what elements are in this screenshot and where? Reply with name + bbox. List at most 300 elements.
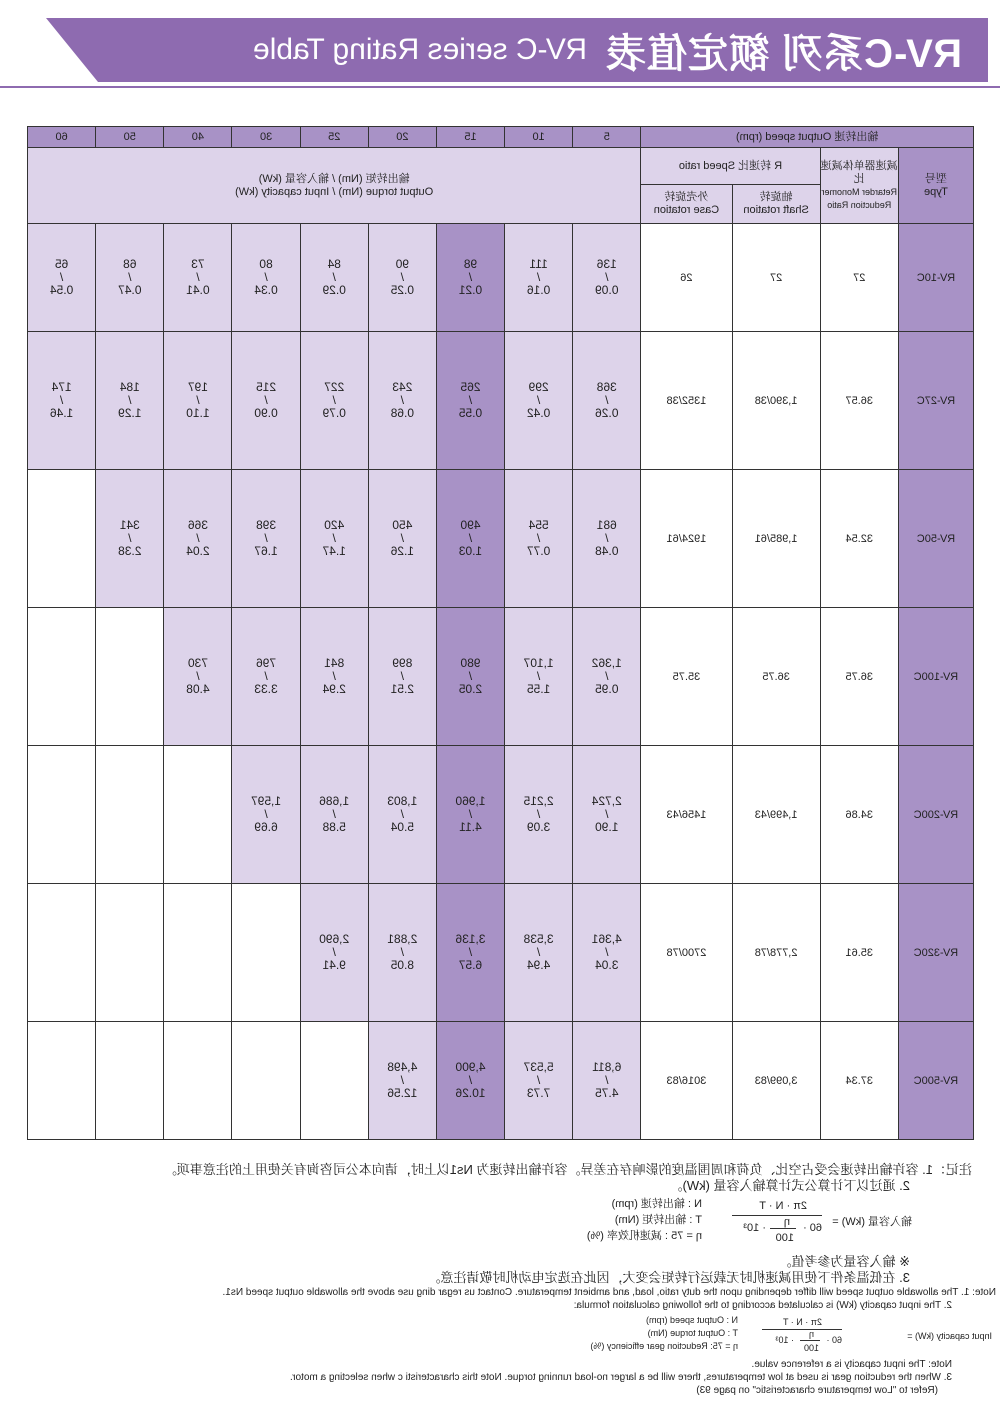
slash-separator: / — [196, 531, 200, 545]
torque-capacity-cell — [368, 1022, 436, 1140]
slash-separator: / — [605, 807, 609, 821]
torque-capacity-cell — [96, 470, 164, 608]
formula-den-part2: 100 — [775, 1232, 794, 1244]
slash-separator: / — [605, 393, 609, 407]
output-torque-value: 136 — [596, 257, 617, 271]
torque-capacity-cell — [505, 470, 573, 608]
formula-t-def: T : 输出转矩 (Nm) — [614, 1214, 702, 1226]
torque-capacity-cell — [232, 470, 300, 608]
torque-capacity-cell — [96, 332, 164, 470]
output-torque-value: 68 — [123, 257, 137, 271]
slash-separator: / — [605, 1073, 609, 1087]
slash-separator: / — [468, 1073, 473, 1087]
torque-capacity-cell — [505, 332, 573, 470]
formula-en-eta-def: η = 75: Reduction gear efficiency (%) — [590, 1341, 738, 1351]
input-capacity-value: 0.54 — [49, 283, 74, 297]
input-capacity-value: 0.25 — [390, 283, 415, 297]
torque-capacity-cell — [232, 608, 300, 746]
speed-cell: 25 — [300, 127, 368, 148]
speed-cell: 30 — [232, 127, 300, 148]
type-cell: RV-500C — [898, 1022, 973, 1140]
torque-capacity-cell — [368, 470, 436, 608]
speed-cell: 20 — [368, 127, 436, 148]
formula-n-def: N : 输出转速 (rpm) — [611, 1198, 702, 1210]
empty-cell — [164, 884, 232, 1022]
input-capacity-value: 0.09 — [595, 283, 619, 297]
empty-cell — [96, 608, 164, 746]
table-row — [28, 1022, 974, 1140]
slash-separator: / — [468, 669, 473, 683]
output-torque-value: 2,724 — [591, 794, 622, 808]
slash-separator: / — [468, 393, 473, 407]
slash-separator: / — [605, 270, 609, 284]
output-torque-value: 796 — [256, 656, 277, 670]
slash-separator: / — [400, 1073, 405, 1087]
output-torque-value: 111 — [529, 257, 548, 271]
speed-cell: 10 — [505, 127, 573, 148]
empty-cell — [28, 746, 96, 884]
input-capacity-value: 2.04 — [186, 544, 210, 558]
torque-capacity-cell — [505, 746, 573, 884]
output-torque-value: 681 — [596, 518, 617, 532]
torque-capacity-cell — [28, 332, 96, 470]
slash-separator: / — [332, 270, 336, 284]
empty-cell — [28, 608, 96, 746]
formula-en-t-def: T : Output torque (Nm) — [647, 1328, 738, 1338]
shaft-ratio-cell: 1,390/38 — [732, 332, 820, 470]
input-capacity-value: 0.48 — [595, 544, 619, 558]
speed-cell: 50 — [96, 127, 164, 148]
output-torque-value: 366 — [187, 518, 208, 532]
output-torque-value: 398 — [256, 518, 277, 532]
torque-capacity-cell — [232, 332, 300, 470]
empty-cell — [232, 884, 300, 1022]
input-capacity-value: 9.41 — [322, 958, 346, 972]
output-torque-value: 420 — [324, 518, 345, 532]
input-capacity-value: 0.77 — [526, 544, 551, 558]
formula-fraction-line — [732, 1215, 822, 1216]
input-capacity-value: 3.04 — [595, 958, 619, 972]
torque-capacity-cell — [232, 746, 300, 884]
input-capacity-value: 1.29 — [118, 406, 142, 420]
slash-separator: / — [400, 270, 405, 284]
input-capacity-value: 8.05 — [390, 958, 415, 972]
torque-capacity-cell — [436, 332, 504, 470]
torque-capacity-cell — [505, 1022, 573, 1140]
slash-separator: / — [536, 807, 541, 821]
type-cell: RV-100C — [898, 608, 973, 746]
output-torque-value: 2,215 — [523, 794, 554, 808]
column-header-row — [28, 148, 974, 185]
speed-cell: 15 — [436, 127, 504, 148]
slash-separator: / — [128, 270, 132, 284]
slash-separator: / — [264, 270, 268, 284]
monomer-ratio-cell: 35.61 — [820, 884, 898, 1022]
shaft-ratio-cell: 1,499/43 — [732, 746, 820, 884]
formula-numerator: 2π · N · T — [759, 1200, 807, 1212]
formula-en-n-def: N : Output speed (rpm) — [645, 1315, 738, 1325]
input-capacity-value: 1.67 — [254, 544, 278, 558]
empty-cell — [28, 884, 96, 1022]
output-torque-value: 1,597 — [251, 794, 282, 808]
torque-capacity-cell — [164, 332, 232, 470]
output-torque-value: 4,900 — [455, 1060, 486, 1074]
output-torque-value: 730 — [187, 656, 208, 670]
input-capacity-value: 3.09 — [526, 820, 551, 834]
formula-en-den-part2: 100 — [803, 1343, 819, 1353]
input-capacity-value: 2.94 — [322, 682, 346, 696]
input-capacity-value: 0.29 — [322, 283, 346, 297]
output-torque-value: 1,362 — [591, 656, 622, 670]
output-torque-value: 1,803 — [387, 794, 418, 808]
input-capacity-value: 0.47 — [118, 283, 142, 297]
input-capacity-value: 4.11 — [459, 820, 482, 834]
output-torque-value: 5,537 — [523, 1060, 554, 1074]
empty-cell — [300, 1022, 368, 1140]
slash-separator: / — [536, 393, 541, 407]
slash-separator: / — [605, 945, 609, 959]
slash-separator: / — [536, 531, 541, 545]
monomer-ratio-cell: 34.86 — [820, 746, 898, 884]
slash-separator: / — [536, 945, 541, 959]
output-torque-value: 2,690 — [319, 932, 350, 946]
slash-separator: / — [536, 669, 541, 683]
shaft-ratio-cell: 3,099/83 — [732, 1022, 820, 1140]
formula-en — [22, 1312, 992, 1358]
output-torque-value: 1,686 — [319, 794, 350, 808]
slash-separator: / — [332, 945, 336, 959]
note-en-4: (Refer to "Low temperature characteristic" on page 93) — [696, 1385, 938, 1396]
slash-separator: / — [400, 669, 405, 683]
shaft-ratio-cell: 1,985/61 — [732, 470, 820, 608]
empty-cell — [96, 884, 164, 1022]
input-capacity-value: 12.56 — [387, 1086, 418, 1100]
formula-en-den-part1: 60 · — [826, 1335, 842, 1345]
output-torque-value: 243 — [392, 380, 413, 394]
input-capacity-value: 1.10 — [186, 406, 210, 420]
input-capacity-value: 0.26 — [595, 406, 619, 420]
torque-capacity-cell — [300, 884, 368, 1022]
slash-separator: / — [468, 807, 473, 821]
slash-separator: / — [196, 270, 200, 284]
slash-separator: / — [400, 807, 405, 821]
input-capacity-value: 3.33 — [254, 682, 278, 696]
note-cn-1: 注记：1. 容许输出转速会受占空比、负荷和周围温度的影响存在差异。容许输出转速为 Ns1以上时，请向本公司咨询有关使用上的注意事项。 — [163, 1162, 972, 1177]
monomer-ratio-cell: 27 — [820, 224, 898, 332]
slash-separator: / — [128, 531, 132, 545]
torque-capacity-cell — [436, 884, 504, 1022]
case-ratio-cell: 26 — [641, 224, 732, 332]
input-capacity-value: 0.79 — [322, 406, 346, 420]
output-torque-value: 1,107 — [523, 656, 554, 670]
input-capacity-value: 2.51 — [390, 682, 415, 696]
torque-capacity-cell — [505, 608, 573, 746]
type-cell: RV-200C — [898, 746, 973, 884]
input-capacity-value: 4.75 — [595, 1086, 619, 1100]
speed-cell: 5 — [573, 127, 641, 148]
formula-lhs: 输入容量 (kW) = — [832, 1216, 912, 1228]
rating-table — [27, 126, 974, 1140]
case-ratio-cell: 3016/83 — [641, 1022, 732, 1140]
input-capacity-value: 1.46 — [49, 406, 74, 420]
output-torque-value: 341 — [119, 518, 140, 532]
torque-capacity-cell — [164, 608, 232, 746]
input-capacity-value: 2.38 — [118, 544, 142, 558]
input-capacity-value: 0.21 — [458, 283, 483, 297]
output-torque-value: 80 — [259, 257, 273, 271]
slash-separator: / — [264, 807, 268, 821]
output-torque-value: 73 — [191, 257, 205, 271]
output-torque-value: 2,881 — [387, 932, 418, 946]
torque-capacity-cell — [573, 608, 641, 746]
output-torque-value: 197 — [187, 380, 208, 394]
torque-capacity-cell — [368, 746, 436, 884]
torque-capacity-cell — [573, 332, 641, 470]
output-torque-value: 899 — [392, 656, 413, 670]
slash-separator: / — [400, 945, 405, 959]
torque-capacity-cell — [368, 884, 436, 1022]
input-capacity-value: 1.26 — [390, 544, 415, 558]
torque-capacity-cell — [436, 1022, 504, 1140]
slash-separator: / — [264, 669, 268, 683]
shaft-ratio-cell: 2,778/78 — [732, 884, 820, 1022]
case-ratio-cell: 1456/43 — [641, 746, 732, 884]
slash-separator: / — [196, 393, 200, 407]
torque-capacity-cell — [573, 224, 641, 332]
slash-separator: / — [332, 531, 336, 545]
page-title: RV-C系列 额定值表 — [605, 31, 962, 76]
torque-capacity-cell — [300, 608, 368, 746]
output-torque-value: 98 — [463, 257, 478, 271]
slash-separator: / — [332, 669, 336, 683]
formula-en-lhs: Input capacity (kW) = — [907, 1331, 992, 1341]
torque-capacity-cell — [573, 470, 641, 608]
output-torque-value: 450 — [392, 518, 413, 532]
output-torque-value: 3,538 — [523, 932, 554, 946]
page-subtitle: RV-C series Rating Table — [252, 33, 588, 66]
output-torque-value: 65 — [54, 257, 69, 271]
output-torque-value: 184 — [119, 380, 140, 394]
table-row — [28, 332, 974, 470]
input-capacity-value: 0.55 — [458, 406, 483, 420]
speed-header-row — [28, 127, 974, 148]
table-row — [28, 608, 974, 746]
table-row — [28, 746, 974, 884]
header-text — [253, 26, 962, 74]
input-capacity-value: 1.03 — [458, 544, 483, 558]
output-torque-value: 6,811 — [592, 1060, 622, 1074]
formula-en-sub-line — [800, 1340, 820, 1341]
input-capacity-value: 0.90 — [254, 406, 278, 420]
input-capacity-value: 0.34 — [254, 283, 278, 297]
note-cn-2: 2. 通过以下计算公式计算输入容量 (kW)。 — [669, 1178, 910, 1193]
input-capacity-value: 4.08 — [186, 682, 210, 696]
torque-capacity-cell — [505, 224, 573, 332]
output-torque-value: 4,498 — [387, 1060, 418, 1074]
torque-capacity-cell — [573, 884, 641, 1022]
slash-separator: / — [400, 531, 405, 545]
output-torque-value: 299 — [528, 380, 549, 394]
slash-separator: / — [536, 1073, 541, 1087]
case-ratio-cell: 1352/38 — [641, 332, 732, 470]
notes-section — [22, 1162, 996, 1397]
torque-capacity-cell — [368, 608, 436, 746]
torque-header: 输出转矩 (Nm) / 输入容量 (kW) Output torque (Nm) / Input capacity (kW) — [28, 148, 641, 224]
note-cn-3: 3. 在低温条件下使用减速机时无载运行转矩会变大，因此在选定电动机时敬请注意。 — [427, 1270, 910, 1285]
input-capacity-value: 6.69 — [254, 820, 278, 834]
input-capacity-value: 0.68 — [390, 406, 415, 420]
output-torque-value: 980 — [460, 656, 481, 670]
rating-table-body — [28, 224, 974, 1140]
input-capacity-value: 1.90 — [595, 820, 619, 834]
torque-capacity-cell — [300, 332, 368, 470]
output-torque-value: 4,361 — [591, 932, 622, 946]
slash-separator: / — [128, 393, 132, 407]
input-capacity-value: 7.73 — [526, 1086, 551, 1100]
output-torque-value: 368 — [596, 380, 617, 394]
input-capacity-value: 1.47 — [322, 544, 346, 558]
formula-sub-line — [770, 1228, 796, 1229]
table-row — [28, 470, 974, 608]
empty-cell — [96, 746, 164, 884]
speed-cell: 40 — [164, 127, 232, 148]
formula-en-den-eta: η — [808, 1329, 814, 1339]
formula-den-part3: · 10³ — [743, 1222, 766, 1234]
input-capacity-value: 1.55 — [526, 682, 551, 696]
notes-english — [22, 1286, 996, 1397]
torque-capacity-cell — [436, 746, 504, 884]
monomer-ratio-header: 减速器单体减速比 Retarder Monomer Reduction Ratio — [820, 148, 898, 224]
monomer-ratio-cell: 36.57 — [820, 332, 898, 470]
formula-eta-def: η = 75 : 减速机效率 (%) — [586, 1230, 702, 1242]
output-torque-value: 84 — [327, 257, 341, 271]
formula-den-part1: 60 · — [803, 1222, 822, 1234]
empty-cell — [232, 1022, 300, 1140]
input-capacity-value: 2.05 — [458, 682, 483, 696]
torque-capacity-cell — [573, 746, 641, 884]
monomer-ratio-cell: 37.34 — [820, 1022, 898, 1140]
input-capacity-value: 5.88 — [322, 820, 346, 834]
slash-separator: / — [59, 393, 64, 407]
formula-en-fraction-line — [762, 1329, 842, 1330]
slash-separator: / — [468, 945, 473, 959]
input-capacity-value: 4.94 — [526, 958, 551, 972]
slash-separator: / — [605, 531, 609, 545]
speed-cell: 60 — [28, 127, 96, 148]
header-banner-tip — [46, 18, 98, 82]
note-en-2: 2. The input capacity (kW) is calculated according to the following calculation formula: — [573, 1300, 952, 1311]
torque-capacity-cell — [28, 224, 96, 332]
output-torque-value: 841 — [324, 656, 345, 670]
slash-separator: / — [605, 669, 609, 683]
input-capacity-value: 10.26 — [455, 1086, 486, 1100]
slash-separator: / — [400, 393, 405, 407]
type-cell: RV-320C — [898, 884, 973, 1022]
output-torque-value: 227 — [324, 380, 345, 394]
case-rotation-header: 外壳旋转 Case rotation — [641, 185, 732, 224]
torque-capacity-cell — [300, 470, 368, 608]
torque-capacity-cell — [96, 224, 164, 332]
note-cn-ref: ※ 输入容量为参考值。 — [778, 1254, 910, 1269]
input-capacity-value: 0.95 — [595, 682, 619, 696]
torque-capacity-cell — [505, 884, 573, 1022]
note-en-1: Note: 1. The allowable output speed will differ depending upon the duty ratio, load, and ambient temperature. Contact us regar ding use above the allowable output speed Ns1. — [222, 1287, 996, 1298]
input-capacity-value: 5.04 — [390, 820, 415, 834]
torque-capacity-cell — [164, 224, 232, 332]
table-row — [28, 224, 974, 332]
output-torque-value: 215 — [256, 380, 277, 394]
torque-capacity-cell — [368, 224, 436, 332]
empty-cell — [28, 1022, 96, 1140]
case-ratio-cell: 35.75 — [641, 608, 732, 746]
slash-separator: / — [332, 393, 336, 407]
empty-cell — [164, 746, 232, 884]
torque-capacity-cell — [232, 224, 300, 332]
output-torque-value: 490 — [460, 518, 481, 532]
formula-den-eta: η — [783, 1216, 790, 1228]
torque-capacity-cell — [300, 224, 368, 332]
formula-en-numerator: 2π · N · T — [782, 1317, 822, 1327]
slash-separator: / — [536, 270, 541, 284]
slash-separator: / — [468, 270, 473, 284]
output-torque-value: 90 — [395, 257, 410, 271]
slash-separator: / — [196, 669, 200, 683]
header-rule — [0, 86, 1000, 88]
torque-capacity-cell — [300, 746, 368, 884]
torque-capacity-cell — [436, 224, 504, 332]
note-en-ref: Note: The input capacity is a reference value. — [751, 1359, 952, 1370]
slash-separator: / — [59, 270, 64, 284]
empty-cell — [28, 470, 96, 608]
speed-header: 输出转速 Output speed (rpm) — [641, 127, 974, 148]
speed-ratio-header: R 转速比 Speed ratio — [641, 148, 820, 185]
formula-en-den-part3: · 10³ — [775, 1335, 794, 1345]
torque-capacity-cell — [573, 1022, 641, 1140]
slash-separator: / — [264, 531, 268, 545]
shaft-ratio-cell: 27 — [732, 224, 820, 332]
torque-capacity-cell — [436, 608, 504, 746]
input-capacity-value: 0.16 — [526, 283, 551, 297]
output-torque-value: 3,136 — [455, 932, 486, 946]
slash-separator: / — [264, 393, 268, 407]
slash-separator: / — [332, 807, 336, 821]
torque-capacity-cell — [164, 470, 232, 608]
input-capacity-value: 6.57 — [458, 958, 483, 972]
torque-capacity-cell — [436, 470, 504, 608]
output-torque-value: 265 — [460, 380, 481, 394]
input-capacity-value: 0.42 — [526, 406, 551, 420]
empty-cell — [164, 1022, 232, 1140]
monomer-ratio-cell: 32.54 — [820, 470, 898, 608]
type-cell: RV-10C — [898, 224, 973, 332]
output-torque-value: 554 — [528, 518, 549, 532]
case-ratio-cell: 1924/61 — [641, 470, 732, 608]
shaft-rotation-header: 轴旋转 Shaft rotation — [732, 185, 820, 224]
empty-cell — [96, 1022, 164, 1140]
note-en-3: 3. When the reduction gear is used at low temperatures, there will be a larger no-load running torque. Note this characteristi c when selecting a motor. — [289, 1372, 952, 1383]
slash-separator: / — [468, 531, 473, 545]
table-row — [28, 884, 974, 1022]
type-cell: RV-27C — [898, 332, 973, 470]
input-capacity-value: 0.41 — [186, 283, 210, 297]
monomer-ratio-cell: 36.75 — [820, 608, 898, 746]
type-header: 型号 Type — [898, 148, 973, 224]
torque-capacity-cell — [368, 332, 436, 470]
output-torque-value: 174 — [51, 380, 72, 394]
formula-cn — [22, 1194, 972, 1258]
output-torque-value: 1,960 — [455, 794, 486, 808]
shaft-ratio-cell: 36.75 — [732, 608, 820, 746]
